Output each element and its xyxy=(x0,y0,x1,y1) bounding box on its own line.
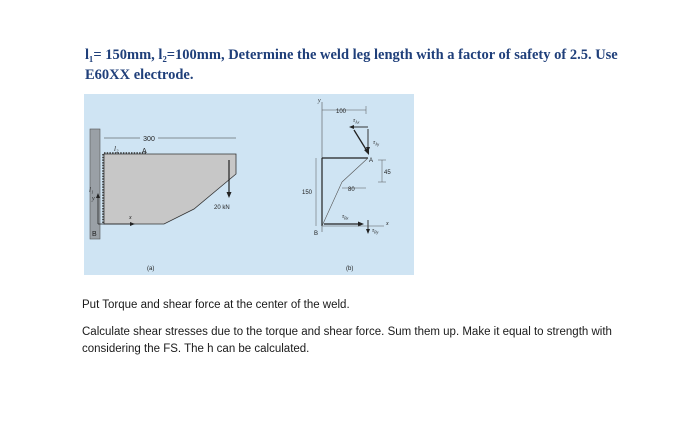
b-dim-80-label: 80 xyxy=(348,187,355,193)
tau-ax-label: $\tau_{Ax}$ xyxy=(353,118,360,125)
l1-label: l₁ xyxy=(89,186,94,194)
b-radius-a xyxy=(342,158,368,182)
tau-ay-label: $\tau_{Ay}$ xyxy=(373,140,380,147)
b-dim-150-label: 150 xyxy=(302,190,313,196)
b-dim-100-label: 100 xyxy=(336,109,347,115)
figure-a xyxy=(89,129,236,272)
x-axis-label: x xyxy=(129,215,132,221)
l2-label: l₂ xyxy=(114,145,119,153)
figure-panel xyxy=(84,94,414,275)
figure-b xyxy=(302,98,391,272)
tau-by-label: $\tau_{By}$ xyxy=(372,228,379,235)
instruction-line-1: Put Torque and shear force at the center of the weld. xyxy=(82,299,350,311)
y-axis-label: y xyxy=(92,196,95,202)
point-a-label: A xyxy=(142,148,147,155)
dim-300-label: 300 xyxy=(143,136,155,143)
bracket-plate xyxy=(104,154,236,224)
instruction-line-2: Calculate shear stresses due to the torque and shear force. Sum them up. Make it equal to strength with considering the FS. The h can be calculated. xyxy=(82,326,612,355)
caption-a: (a) xyxy=(147,266,155,272)
b-dim-45-label: 45 xyxy=(384,170,391,176)
weld-figure xyxy=(84,94,414,275)
tau-bx-label: $\tau_{Bx}$ xyxy=(342,214,349,221)
resultant-a-arrow xyxy=(354,130,367,151)
caption-b: (b) xyxy=(346,266,354,272)
b-radius-b xyxy=(322,182,342,226)
b-y-axis-label: y xyxy=(318,98,321,104)
problem-statement: l₁= 150mm, l₂=100mm, Determine the weld leg length with a factor of safety of 2.5. Use E60XX electrode. xyxy=(85,47,618,83)
b-point-a-label: A xyxy=(369,158,374,164)
wall-support xyxy=(90,129,100,239)
load-label: 20 kN xyxy=(214,205,230,211)
b-point-b-label: B xyxy=(314,231,319,237)
b-x-axis-label: x xyxy=(386,221,389,227)
point-b-label: B xyxy=(92,231,97,238)
